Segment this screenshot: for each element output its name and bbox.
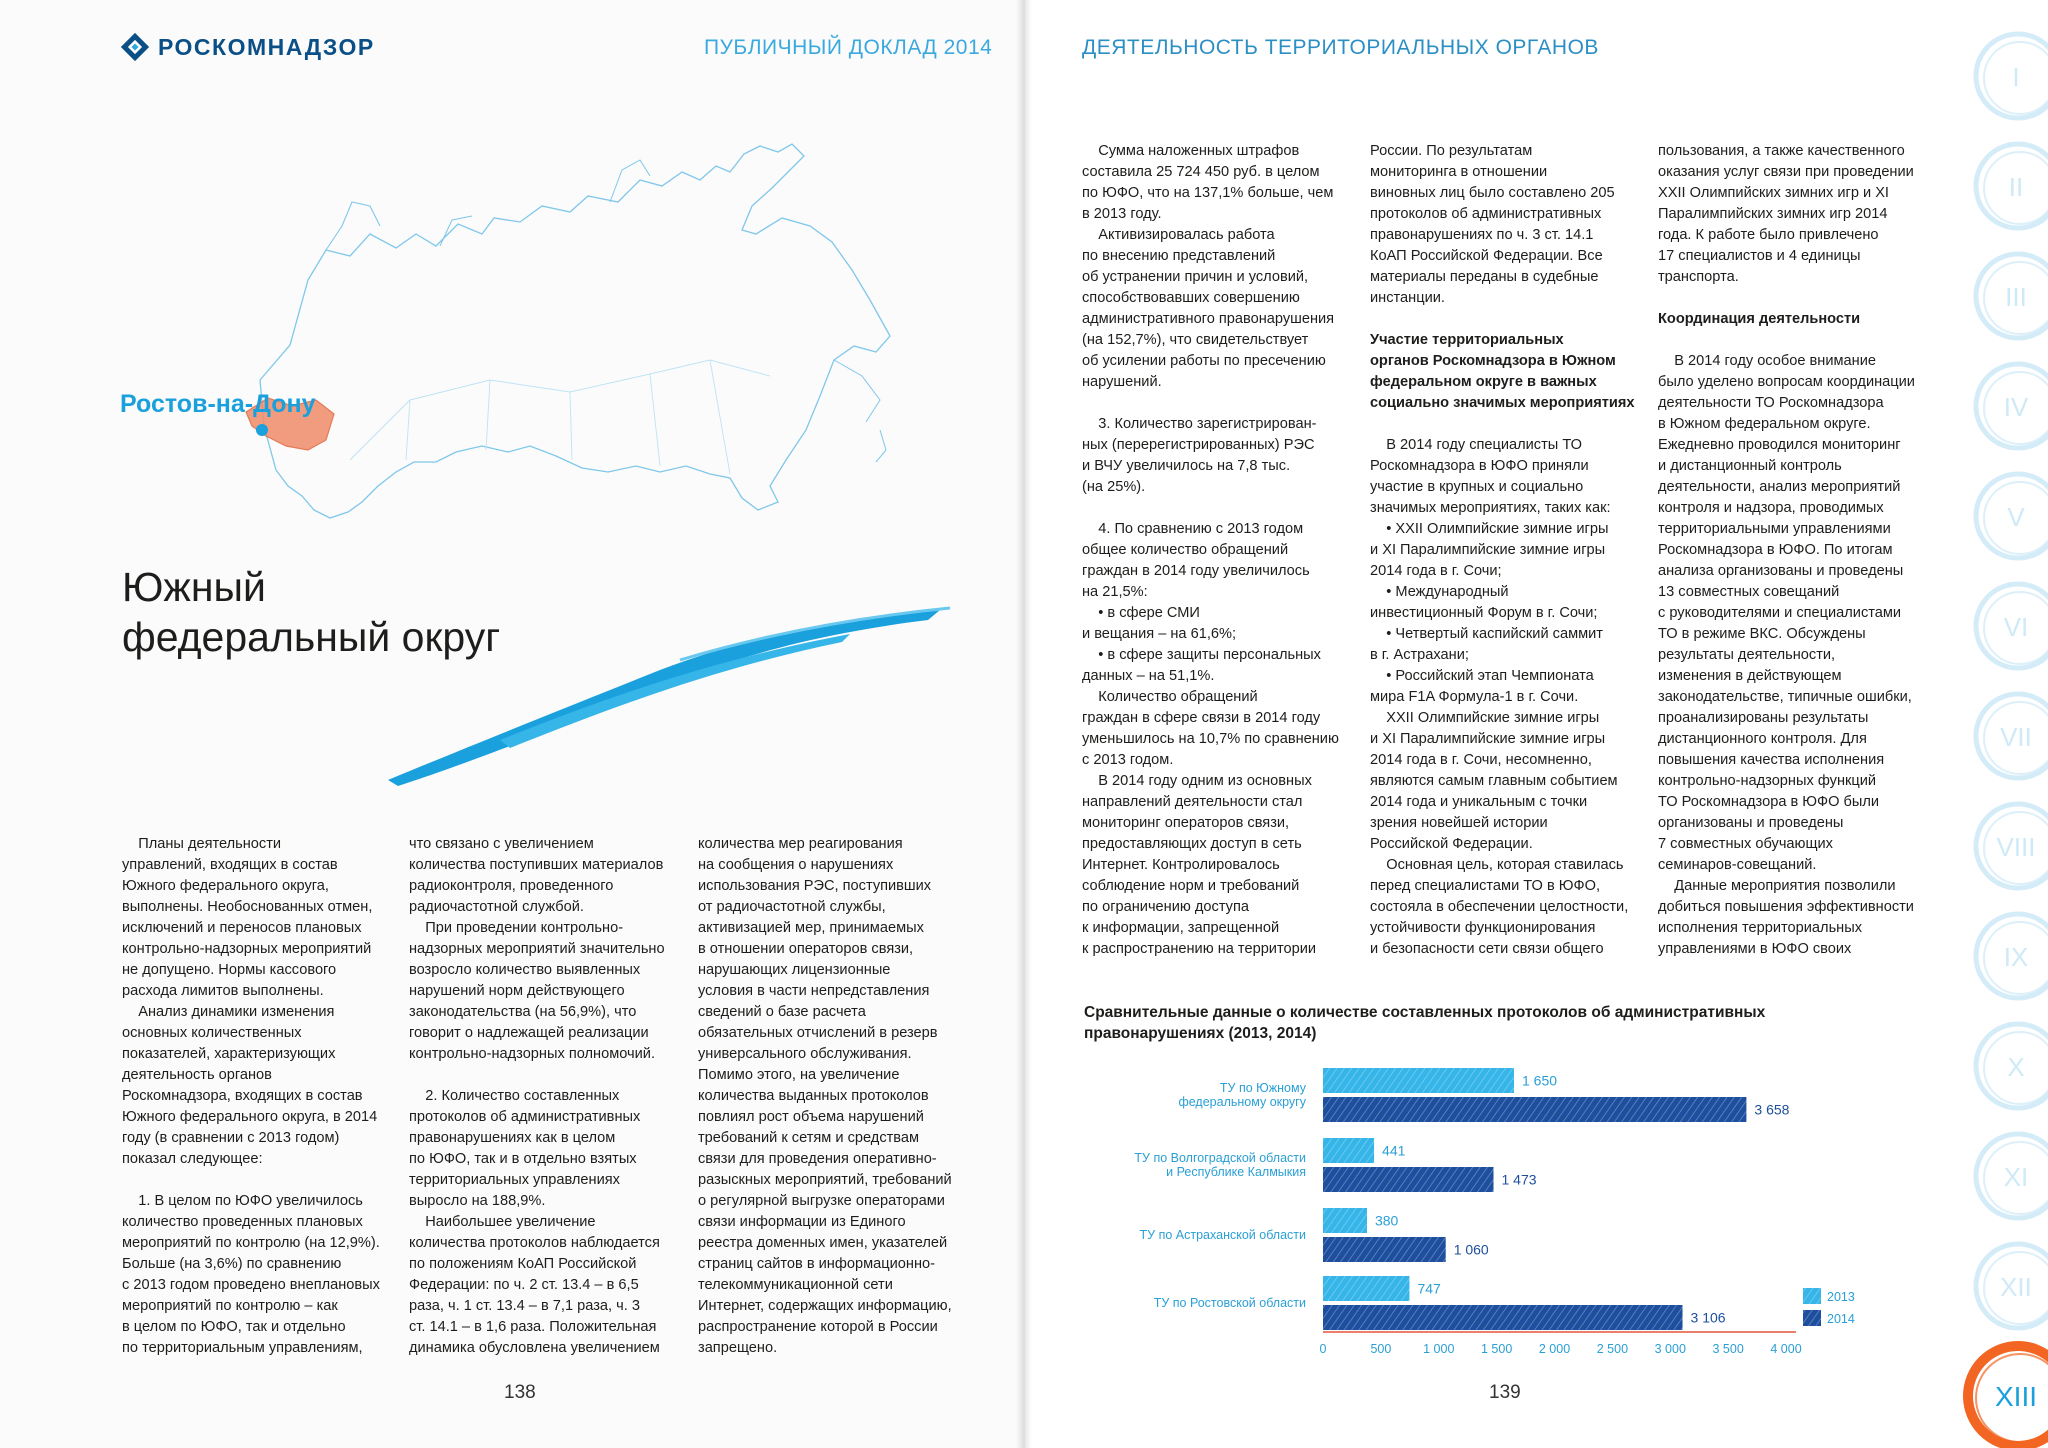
chart-tick-label: 2 500 (1596, 1342, 1629, 1356)
right-column-2-intro (1370, 141, 1635, 309)
left-col-2-line: говорит о надлежащей реализации (409, 1025, 649, 1041)
right-col-2-line: материалы переданы в судебные (1370, 269, 1599, 285)
left-col-1-line: управлений, входящих в состав (122, 857, 338, 873)
left-col-1-line: Анализ динамики изменения (122, 1004, 335, 1020)
chapter-tab-I[interactable] (1976, 34, 2048, 118)
chart-bar-2014 (1323, 1305, 1683, 1330)
chart-title-line-2: правонарушениях (2013, 2014) (1084, 1025, 1317, 1042)
left-col-1-line: исключений и переносов плановых (122, 920, 362, 936)
right-col-3-line: 13 совместных совещаний (1658, 584, 1840, 600)
right-col-2-line: протоколов об административных (1370, 206, 1602, 222)
chapter-tab-XII[interactable] (1976, 1244, 2048, 1328)
right-running-header: ДЕЯТЕЛЬНОСТЬ ТЕРРИТОРИАЛЬНЫХ ОРГАНОВ (1082, 36, 1599, 59)
left-col-3-line: на сообщения о нарушениях (698, 857, 894, 873)
chart-legend-label: 2014 (1827, 1312, 1855, 1326)
left-col-1-line: основных количественных (122, 1025, 302, 1041)
right-col-1-line: • в сфере защиты персональных (1082, 647, 1321, 663)
right-col-2-line: виновных лиц было составлено 205 (1370, 185, 1615, 201)
section-title-line-1: Южный (122, 564, 266, 610)
right-col-1-line: В 2014 году одним из основных (1082, 773, 1312, 789)
right-text-column-1 (1082, 141, 1339, 960)
chart-category-label: ТУ по Ростовской области (1153, 1296, 1306, 1310)
chapter-tab-label: XII (2000, 1272, 2032, 1302)
right-col-1-line: об устранении причин и условий, (1082, 269, 1309, 285)
left-col-1-line: расхода лимитов выполнены. (122, 983, 324, 999)
chart-title (1084, 1002, 1765, 1044)
right-col-1-line: общее количество обращений (1082, 542, 1289, 558)
left-col-1-line: количество проведенных плановых (122, 1214, 363, 1230)
right-page-number: 139 (1489, 1382, 1521, 1403)
left-col-2-line: территориальных управлениях (409, 1172, 620, 1188)
left-col-1-line: выполнены. Необоснованных отмен, (122, 899, 373, 915)
right-col-3-line: организованы и проведены (1658, 815, 1844, 831)
left-col-3-line: о регулярной выгрузке операторами (698, 1193, 945, 1209)
chapter-tab-label: III (2005, 282, 2027, 312)
chapter-tab-III[interactable] (1976, 254, 2048, 338)
chart-bar-2013 (1323, 1208, 1367, 1233)
left-col-2-line: протоколов об административных (409, 1109, 641, 1125)
chart-data-label: 441 (1382, 1142, 1406, 1159)
left-col-2-line: радиочастотной службой. (409, 899, 584, 915)
right-col-3-line: ТО Роскомнадзора в ЮФО были (1658, 794, 1880, 810)
chapter-tab-label: X (2007, 1052, 2025, 1082)
right-column-3-intro (1658, 141, 1915, 288)
right-col-3-line: с руководителями и специалистами (1658, 605, 1902, 621)
chapter-tabs (1960, 0, 2048, 1448)
left-col-1-line: мероприятий по контролю – как (122, 1298, 338, 1314)
left-col-1-line: с 2013 годом проведено внеплановых (122, 1277, 380, 1293)
chart-category-label: и Республике Калмыкия (1166, 1165, 1306, 1179)
right-col-1-line: к информации, запрещенной (1082, 920, 1280, 936)
right-col-1-line (1082, 498, 1339, 519)
left-col-3-line: связи информации из Единого (698, 1214, 906, 1230)
chart-tick-label: 3 000 (1654, 1342, 1686, 1356)
right-col-3-line: В 2014 году особое внимание (1658, 353, 1876, 369)
left-col-1-line: показал следующее: (122, 1151, 263, 1167)
left-col-2-line: динамика обусловлена увеличением (409, 1340, 660, 1356)
right-col-3-line: дистанционного контроля. Для (1658, 731, 1867, 747)
right-col-2-heading-line: социально значимых мероприятиях (1370, 395, 1635, 411)
left-col-1-line: Южного федерального округа, в 2014 (122, 1109, 378, 1125)
left-col-2-line: количества протоколов наблюдается (409, 1235, 660, 1251)
right-col-3-line: было уделено вопросам координации (1658, 374, 1915, 390)
right-col-2-line: инвестиционный Форум в г. Сочи; (1370, 605, 1598, 621)
chapter-tab-V[interactable] (1976, 474, 2048, 558)
left-col-1-line: в целом по ЮФО, так и отдельно (122, 1319, 346, 1335)
right-col-2-line: Роскомнадзора в ЮФО приняли (1370, 458, 1589, 474)
right-col-2-line: и безопасности сети связи общего (1370, 941, 1604, 957)
right-col-1-line: • в сфере СМИ (1082, 605, 1200, 621)
right-col-1-line: к распространению на территории (1082, 941, 1317, 957)
left-col-2-line: по ЮФО, так и в отдельно взятых (409, 1151, 637, 1167)
chart-data-label: 1 060 (1453, 1241, 1489, 1258)
chart-tick-label: 500 (1370, 1342, 1392, 1356)
left-col-1-line: по территориальным управлениям, (122, 1340, 363, 1356)
left-col-2-line: законодательства (на 56,9%), что (409, 1004, 637, 1020)
chapter-tab-IX[interactable] (1976, 914, 2048, 998)
right-col-2-line: перед специалистами ТО в ЮФО, (1370, 878, 1601, 894)
right-col-1-line: нарушений. (1082, 374, 1162, 390)
chapter-tab-label: IV (2003, 392, 2029, 422)
chart-category-label: ТУ по Астраханской области (1139, 1228, 1306, 1242)
chart-bar-2014 (1323, 1097, 1746, 1122)
right-col-1-line: об усилении работы по пресечению (1082, 353, 1326, 369)
left-col-1-line: не допущено. Нормы кассового (122, 962, 337, 978)
left-col-3-line: повлиял рост объема нарушений (698, 1109, 924, 1125)
chart-legend-swatch (1803, 1288, 1821, 1304)
chart-data-label: 1 473 (1501, 1171, 1537, 1188)
right-col-1-line: уменьшилось на 10,7% по сравнению (1082, 731, 1339, 747)
right-col-1-line: граждан в сфере связи в 2014 году (1082, 710, 1321, 726)
right-col-2-line: КоАП Российской Федерации. Все (1370, 248, 1603, 264)
chapter-tab-label: I (2012, 62, 2020, 92)
chart-data-label: 3 658 (1754, 1101, 1790, 1118)
right-text-column-2 (1370, 141, 1635, 960)
left-col-1-line: деятельность органов (122, 1067, 272, 1083)
chart-bar-2013 (1323, 1138, 1374, 1163)
right-col-2-line: являются самым главным событием (1370, 773, 1618, 789)
right-column-3-heading: Координация деятельности (1658, 311, 1861, 327)
right-col-3-line: 7 совместных обучающих (1658, 836, 1833, 852)
right-col-2-line: правонарушениях по ч. 3 ст. 14.1 (1370, 227, 1594, 243)
right-col-2-heading-line: органов Роскомнадзора в Южном (1370, 353, 1616, 369)
left-col-2-line: надзорных мероприятий значительно (409, 941, 665, 957)
right-col-3-line: Ежедневно проводился мониторинг (1658, 437, 1901, 453)
left-running-header: ПУБЛИЧНЫЙ ДОКЛАД 2014 (704, 36, 993, 59)
left-col-3-line: количества выданных протоколов (698, 1088, 929, 1104)
chapter-tab-X[interactable] (1976, 1024, 2048, 1108)
right-col-2-line: мониторинга в отношении (1370, 164, 1548, 180)
chart-category-label: ТУ по Волгоградской области (1134, 1151, 1306, 1165)
right-col-3-line: пользования, а также качественного (1658, 143, 1905, 159)
right-col-2-line: 2014 года и уникальным с точки (1370, 794, 1588, 810)
brush-stroke-decoration (380, 590, 960, 790)
chart-tick-label: 1 500 (1480, 1342, 1513, 1356)
map-city-label: Ростов-на-Дону (120, 390, 316, 418)
right-col-2-line: мира F1A Формула-1 в г. Сочи. (1370, 689, 1579, 705)
chart-tick-label: 0 (1319, 1342, 1327, 1356)
right-col-2-line: инстанции. (1370, 290, 1445, 306)
left-col-3-line: связи для проведения оперативно- (698, 1151, 937, 1167)
left-col-2-line: правонарушениях как в целом (409, 1130, 616, 1146)
right-col-2-line: и XI Паралимпийские зимние игры (1370, 542, 1606, 558)
chapter-tab-label: II (2008, 172, 2024, 202)
left-col-3-line: распространение которой в России (698, 1319, 938, 1335)
right-col-3-line: контроля и надзора, проводимых (1658, 500, 1884, 516)
right-col-3-line: добиться повышения эффективности (1658, 899, 1914, 915)
chart-data-label: 3 106 (1690, 1309, 1726, 1326)
right-column-3-body (1658, 351, 1915, 960)
chart-tick-label: 3 500 (1712, 1342, 1744, 1356)
right-col-3-line: транспорта. (1658, 269, 1739, 285)
left-col-3-line: в отношении операторов связи, (698, 941, 914, 957)
right-col-3-line: Роскомнадзора в ЮФО. По итогам (1658, 542, 1893, 558)
right-col-2-line: и XI Паралимпийские зимние игры (1370, 731, 1606, 747)
left-col-3-line: реестра доменных имен, указателей (698, 1235, 948, 1251)
right-col-3-line: Данные мероприятия позволили (1658, 878, 1896, 894)
chapter-tab-label: IX (2003, 942, 2029, 972)
right-col-1-line: Интернет. Контролировалось (1082, 857, 1280, 873)
left-col-1-line: мероприятий по контролю (на 12,9%). (122, 1235, 380, 1251)
chapter-tab-VII[interactable] (1976, 694, 2048, 778)
chapter-tab-VI[interactable] (1976, 584, 2048, 668)
right-col-1-line: соблюдение норм и требований (1082, 878, 1300, 894)
right-col-1-line: с 2013 годом. (1082, 752, 1174, 768)
chart-category-label: ТУ по Южному (1219, 1081, 1306, 1095)
left-col-2-line: что связано с увеличением (409, 836, 594, 852)
brand-name: РОСКОМНАДЗОР (158, 33, 375, 60)
right-col-2-line: в г. Астрахани; (1370, 647, 1469, 663)
right-col-3-line: повышения качества исполнения (1658, 752, 1885, 768)
right-col-2-line: зрения новейшей истории (1370, 815, 1548, 831)
left-col-3-line: разыскных мероприятий, требований (698, 1172, 952, 1188)
right-col-2-heading-line: Участие территориальных (1370, 332, 1564, 348)
right-col-3-line: оказания услуг связи при проведении (1658, 164, 1914, 180)
brand-logo (120, 32, 375, 62)
right-col-3-line: XXII Олимпийских зимних игр и XI (1658, 185, 1889, 201)
right-col-2-line: 2014 года в г. Сочи, несомненно, (1370, 752, 1592, 768)
right-col-1-line: мониторинг операторов связи, (1082, 815, 1290, 831)
chapter-tab-IV[interactable] (1976, 364, 2048, 448)
left-col-1-line: 1. В целом по ЮФО увеличилось (122, 1193, 363, 1209)
chapter-tab-VIII[interactable] (1976, 804, 2048, 888)
right-col-3-line: в Южном федеральном округе. (1658, 416, 1871, 432)
right-col-1-line: Активизировалась работа (1082, 227, 1275, 243)
chart-bar-2014 (1323, 1167, 1493, 1192)
right-col-1-line: 3. Количество зарегистрирован- (1082, 416, 1317, 432)
right-col-3-line: изменения в действующем (1658, 668, 1842, 684)
left-col-3-line: количества мер реагирования (698, 836, 903, 852)
left-col-2-line (409, 1065, 665, 1086)
right-col-1-line (1082, 393, 1339, 414)
left-col-2-line: радиоконтроля, проведенного (409, 878, 614, 894)
right-col-3-line: территориальными управлениями (1658, 521, 1891, 537)
chart-tick-label: 2 000 (1538, 1342, 1571, 1356)
right-col-2-line: состояла в обеспечении целостности, (1370, 899, 1629, 915)
right-col-1-line: составила 25 724 450 руб. в целом (1082, 164, 1320, 180)
right-col-1-line: по ЮФО, что на 137,1% больше, чем (1082, 185, 1334, 201)
left-col-1-line: Южного федерального округа, (122, 878, 329, 894)
left-col-3-line: запрещено. (698, 1340, 778, 1356)
right-col-1-line: направлений деятельности стал (1082, 794, 1303, 810)
right-col-1-line: по внесению представлений (1082, 248, 1276, 264)
left-col-3-line: условия в части непредставления (698, 983, 930, 999)
chart-category-label: федеральному округу (1178, 1095, 1306, 1109)
right-col-2-line: XXII Олимпийские зимние игры (1370, 710, 1600, 726)
right-col-3-line: управлениями в ЮФО своих (1658, 941, 1852, 957)
chapter-tab-label: V (2007, 502, 2025, 532)
right-col-2-line: участие в крупных и социально (1370, 479, 1584, 495)
right-col-1-line: Количество обращений (1082, 689, 1258, 705)
right-col-1-line: предоставляющих доступ в сеть (1082, 836, 1302, 852)
right-col-3-line: и дистанционный контроль (1658, 458, 1842, 474)
right-col-1-line: по ограничению доступа (1082, 899, 1249, 915)
left-col-3-line: использования РЭС, поступивших (698, 878, 932, 894)
chapter-tab-label: XI (2003, 1162, 2029, 1192)
right-col-2-line: 2014 года в г. Сочи; (1370, 563, 1502, 579)
right-col-3-line: семинаров-совещаний. (1658, 857, 1817, 873)
left-col-3-line: страниц сайтов в информационно- (698, 1256, 935, 1272)
chart-tick-label: 1 000 (1423, 1342, 1455, 1356)
left-col-2-line: раза, ч. 1 ст. 13.4 – в 7,1 раза, ч. 3 (409, 1298, 640, 1314)
left-col-3-line: активизацией мер, принимаемых (698, 920, 924, 936)
left-col-1-line: Больше (на 3,6%) по сравнению (122, 1256, 342, 1272)
russia-outline-map (230, 130, 910, 530)
right-col-3-line: результаты деятельности, (1658, 647, 1836, 663)
left-col-2-line: При проведении контрольно- (409, 920, 624, 936)
right-col-1-line: ных (перерегистрированных) РЭС (1082, 437, 1315, 453)
left-text-column-2 (409, 834, 665, 1359)
left-text-column-1 (122, 834, 380, 1359)
left-col-3-line: Помимо этого, на увеличение (698, 1067, 900, 1083)
right-col-2-line: • Международный (1370, 584, 1509, 600)
left-col-1-line: году (в сравнении с 2013 годом) (122, 1130, 340, 1146)
chart-data-label: 747 (1417, 1280, 1441, 1297)
right-col-1-line: (на 25%). (1082, 479, 1146, 495)
right-col-2-line: России. По результатам (1370, 143, 1533, 159)
section-title-line-2: федеральный округ (122, 614, 501, 660)
left-col-3-line: от радиочастотной службы, (698, 899, 886, 915)
right-col-3-line: Паралимпийских зимних игр 2014 (1658, 206, 1888, 222)
right-col-1-line: (на 152,7%), что свидетельствует (1082, 332, 1309, 348)
chapter-tab-label: VIII (1996, 832, 2036, 862)
protocols-bar-chart (1080, 1058, 1855, 1358)
chart-bar-2013 (1323, 1068, 1514, 1093)
left-col-2-line: по положениям КоАП Российской (409, 1256, 637, 1272)
right-col-1-line: способствовавших совершению (1082, 290, 1300, 306)
left-col-1-line: Роскомнадзора, входящих в состав (122, 1088, 363, 1104)
right-col-1-line: и ВЧУ увеличилось на 7,8 тыс. (1082, 458, 1291, 474)
left-col-1-line: показателей, характеризующих (122, 1046, 336, 1062)
left-col-2-line: возросло количество выявленных (409, 962, 641, 978)
left-col-2-line: ст. 14.1 – в 1,6 раза. Положительная (409, 1319, 657, 1335)
chapter-tab-label: VII (2000, 722, 2032, 752)
left-col-2-line: 2. Количество составленных (409, 1088, 620, 1104)
left-col-2-line: Федерации: по ч. 2 ст. 13.4 – в 6,5 (409, 1277, 639, 1293)
chart-bar-2014 (1323, 1237, 1446, 1262)
right-col-1-line: 4. По сравнению с 2013 годом (1082, 521, 1304, 537)
left-col-3-line: телекоммуникационной сети (698, 1277, 893, 1293)
right-col-2-line: Основная цель, которая ставилась (1370, 857, 1624, 873)
right-col-2-line: устойчивости функционирования (1370, 920, 1596, 936)
right-text-column-3 (1658, 141, 1915, 960)
right-column-2-heading (1370, 330, 1635, 414)
right-col-2-line: значимых мероприятиях, таких как: (1370, 500, 1611, 516)
right-col-2-heading-line: федеральном округе в важных (1370, 374, 1597, 390)
chart-tick-label: 4 000 (1770, 1342, 1802, 1356)
left-col-2-line: нарушений норм действующего (409, 983, 625, 999)
chapter-tab-label: VI (2003, 612, 2029, 642)
right-col-3-line: 17 специалистов и 4 единицы (1658, 248, 1861, 264)
chart-bar-2013 (1323, 1276, 1409, 1301)
right-col-1-line: Сумма наложенных штрафов (1082, 143, 1300, 159)
right-col-3-line: контрольно-надзорных функций (1658, 773, 1877, 789)
right-col-2-line: • Четвертый каспийский саммит (1370, 626, 1603, 642)
left-col-2-line: количества поступивших материалов (409, 857, 664, 873)
right-col-3-line: исполнения территориальных (1658, 920, 1863, 936)
left-col-3-line: Интернет, содержащих информацию, (698, 1298, 952, 1314)
right-col-1-line: данных – на 51,1%. (1082, 668, 1215, 684)
right-col-1-line: граждан в 2014 году увеличилось (1082, 563, 1310, 579)
chart-legend-label: 2013 (1827, 1290, 1855, 1304)
chart-legend-swatch (1803, 1310, 1821, 1326)
right-column-2-body (1370, 435, 1635, 960)
left-col-3-line: универсального обслуживания. (698, 1046, 912, 1062)
left-col-1-line: Планы деятельности (122, 836, 282, 852)
left-col-2-line: контрольно-надзорных полномочий. (409, 1046, 656, 1062)
left-text-column-3 (698, 834, 952, 1359)
right-col-3-line: законодательстве, типичные ошибки, (1658, 689, 1912, 705)
right-col-3-line: деятельности, анализ мероприятий (1658, 479, 1901, 495)
page-gutter (1016, 0, 1032, 1448)
right-col-3-line: года. К работе было привлечено (1658, 227, 1879, 243)
chart-title-line-1: Сравнительные данные о количестве составленных протоколов об административных (1084, 1004, 1766, 1021)
chapter-tab-II[interactable] (1976, 144, 2048, 228)
right-col-2-line: Российской Федерации. (1370, 836, 1533, 852)
left-col-1-line: контрольно-надзорных мероприятий (122, 941, 372, 957)
right-col-2-line: • Российский этап Чемпионата (1370, 668, 1594, 684)
left-col-2-line: выросло на 188,9%. (409, 1193, 546, 1209)
right-col-1-line: административного правонарушения (1082, 311, 1335, 327)
left-col-3-line: требований к сетям и средствам (698, 1130, 920, 1146)
chart-data-label: 380 (1374, 1212, 1399, 1229)
chapter-tab-XIII[interactable] (1968, 1346, 2048, 1446)
right-col-1-line: и вещания – на 61,6%; (1082, 626, 1237, 642)
right-col-2-line: • XXII Олимпийские зимние игры (1370, 521, 1609, 537)
right-col-1-line: в 2013 году. (1082, 206, 1162, 222)
left-page-number: 138 (504, 1382, 536, 1403)
left-col-1-line (122, 1170, 380, 1191)
chapter-tab-label: XIII (1994, 1381, 2038, 1412)
chapter-tab-XI[interactable] (1976, 1134, 2048, 1218)
left-col-2-line: Наибольшее увеличение (409, 1214, 596, 1230)
right-col-3-line: анализа организованы и проведены (1658, 563, 1904, 579)
chart-data-label: 1 650 (1521, 1072, 1558, 1089)
left-col-3-line: обязательных отчислений в резерв (698, 1025, 938, 1041)
left-col-3-line: нарушающих лицензионные (698, 962, 891, 978)
right-col-2-line: В 2014 году специалисты ТО (1370, 437, 1582, 453)
right-col-3-line: проанализированы результаты (1658, 710, 1869, 726)
right-col-3-line: ТО в режиме ВКС. Обсуждены (1658, 626, 1866, 642)
left-col-3-line: сведений о базе расчета (698, 1004, 866, 1020)
right-col-1-line: на 21,5%: (1082, 584, 1148, 600)
brand-diamond-icon (120, 32, 150, 62)
right-col-3-line: деятельности ТО Роскомнадзора (1658, 395, 1884, 411)
